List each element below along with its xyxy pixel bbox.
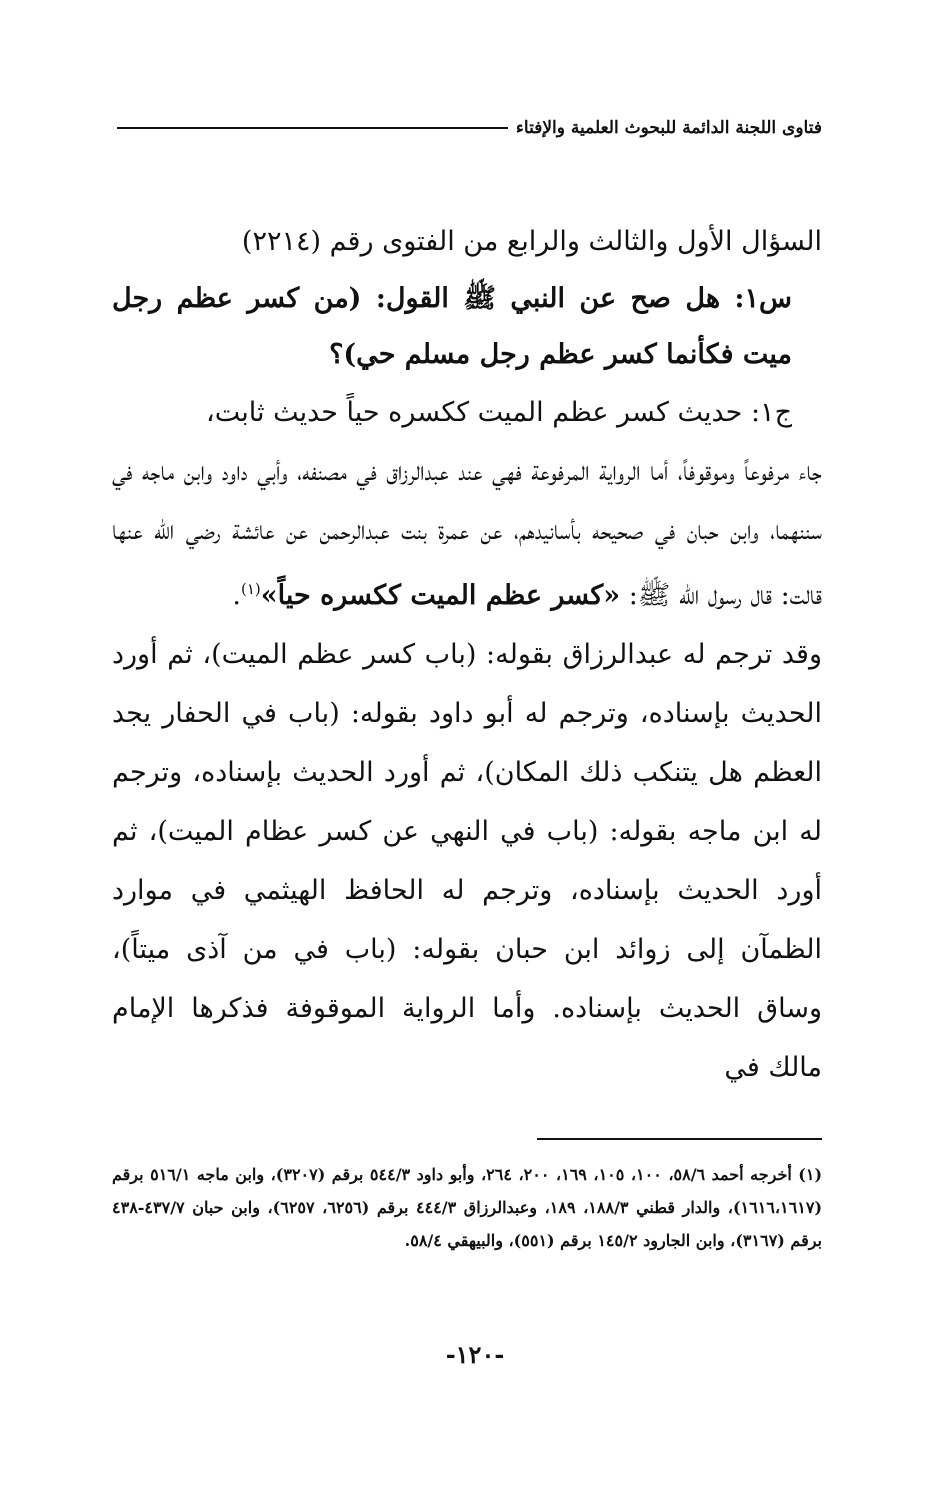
running-header bbox=[117, 118, 822, 138]
body-text bbox=[112, 212, 822, 1097]
answer-intro: ج١: حديث كسر عظم الميت ككسره حياً حديث ثابت، bbox=[206, 397, 792, 428]
book-title: فتاوى اللجنة الدائمة للبحوث العلمية والإفتاء bbox=[515, 118, 822, 138]
question-text: س١: هل صح عن النبي ﷺ القول: (من كسر عظم رجل ميت فكأنما كسر عظم رجل مسلم حي)؟ bbox=[112, 283, 793, 370]
footnote-rule bbox=[537, 1138, 822, 1140]
hadith-quote: «كسر عظم الميت ككسره حياً» bbox=[260, 580, 621, 611]
answer-paragraph bbox=[112, 442, 822, 625]
footnote-1: (١) أخرجه أحمد ٥٨/٦، ١٠٠، ١٠٥، ١٦٩، ٢٠٠، ٢٦٤، وأبو داود ٥٤٤/٣ برقم (٣٢٠٧)، وابن ماجه ٥١٦/١ برقم (١٦١٦،١٦١٧)، والدار قطني ١٨٨/٣، ١٨٩، وعبدالرزاق ٤٤٤/٣ برقم (٦٢٥٦، ٦٢٥٧)، وابن حبان ٤٣٧/٧-٤٣٨ برقم (٣١٦٧)، وابن الجارود ١٤٥/٢ برقم (٥٥١)، والبيهقي ٥٨/٤. bbox=[112, 1165, 823, 1250]
header-rule bbox=[117, 127, 508, 129]
sentence-end: . bbox=[232, 580, 241, 611]
fatwa-heading: السؤال الأول والثالث والرابع من الفتوى رقم (٢٢١٤) bbox=[241, 226, 822, 257]
footnote-marker[interactable]: (١) bbox=[240, 580, 261, 598]
answer-paragraph-2: وقد ترجم له عبدالرزاق بقوله: (باب كسر عظم الميت)، ثم أورد الحديث بإسناده، وترجم له أبو داود بقوله: (باب في الحفار يجد العظم هل يتنكب ذلك المكان)، ثم أورد الحديث بإسناده، وترجم له ابن ماجه بقوله: (باب في النهي عن كسر عظام الميت)، ثم أورد الحديث بإسناده، وترجم له الحافظ الهيثمي في موارد الظمآن إلى زوائد ابن حبان بقوله: (باب في من آذى ميتاً)، وساق الحديث بإسناده. وأما الرواية الموقوفة فذكرها الإمام مالك في bbox=[112, 639, 822, 1083]
answer-text: جاء مرفوعاً وموقوفاً، أما الرواية المرفوعة فهي عند عبدالرزاق في مصنفه، وأبي داود وابن ماجه في سننهما، وابن حبان في صحيحه بأسانيدهم، عن عمرة بنت عبدالرحمن عن عائشة رضي الله عنها قالت: قال رسول الله ﷺ: bbox=[112, 456, 822, 611]
page-number: -١٢٠- bbox=[445, 1340, 505, 1369]
